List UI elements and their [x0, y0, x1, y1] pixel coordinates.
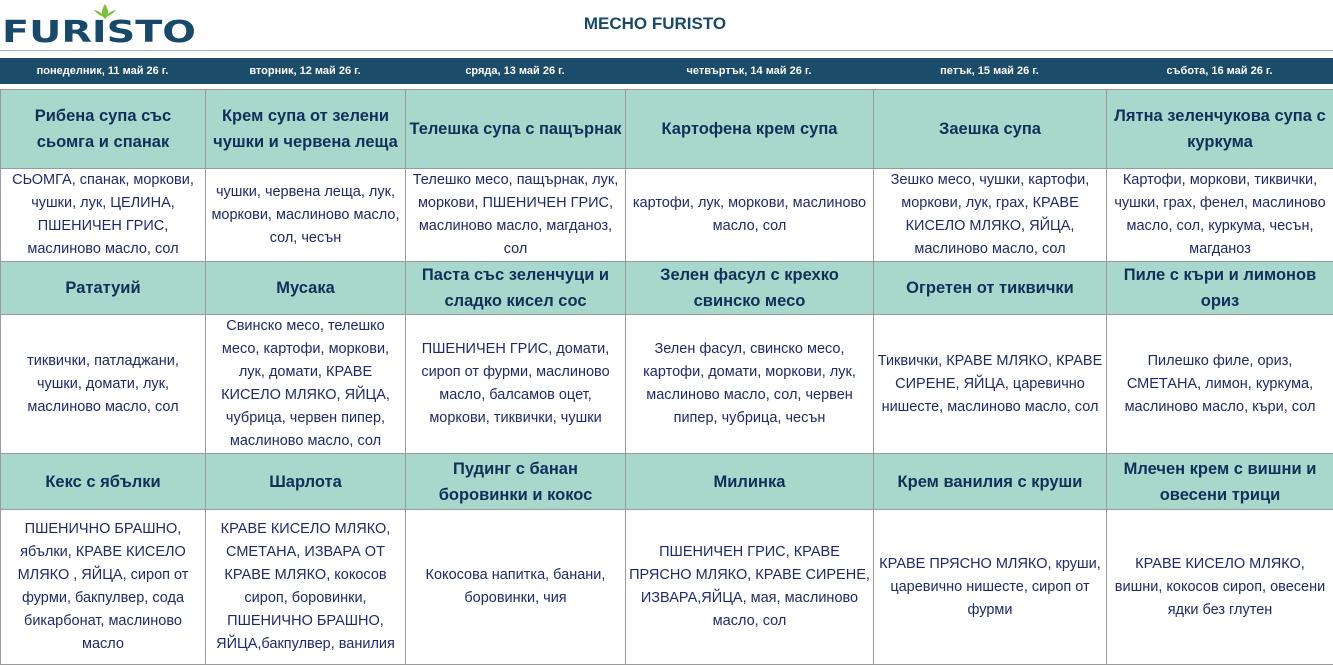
dessert-row — [1, 454, 1333, 510]
main-course-row — [1, 262, 1333, 315]
ingredients-cell: Кокосова напитка, банани, боровинки, чия — [406, 510, 626, 665]
dish-name: Крем супа от зелени чушки и червена леща — [206, 90, 406, 169]
dish-name: Паста със зеленчуци и сладко кисел сос — [406, 262, 626, 315]
dish-name: Лятна зеленчукова супа с куркума — [1107, 90, 1333, 169]
dish-name: Кекс с ябълки — [1, 454, 206, 510]
day-friday: петък, 15 май 26 г. — [873, 58, 1106, 84]
dish-name: Шарлота — [206, 454, 406, 510]
dish-name: Мусака — [206, 262, 406, 315]
days-header — [0, 58, 1333, 84]
ingredients-cell: Зелен фасул, свинско месо, картофи, домати, моркови, лук, маслиново масло, сол, червен пипер, чубрица, чесън — [626, 315, 874, 454]
ingredients-cell: тиквички, патладжани, чушки, домати, лук, маслиново масло, сол — [1, 315, 206, 454]
dish-name: Зелен фасул с крехко свинско месо — [626, 262, 874, 315]
ingredients-cell: СЬОМГА, спанак, моркови, чушки, лук, ЦЕЛИНА, ПШЕНИЧЕН ГРИС, маслиново масло, сол — [1, 169, 206, 262]
header-divider — [0, 50, 1333, 51]
dish-name: Милинка — [626, 454, 874, 510]
ingredients-cell: КРАВЕ ПРЯСНО МЛЯКО, круши, царевично нишесте, сироп от фурми — [874, 510, 1107, 665]
day-wednesday: сряда, 13 май 26 г. — [405, 58, 625, 84]
menu-grid — [0, 89, 1333, 665]
dessert-ingredients-row — [1, 510, 1333, 665]
main-course-ingredients-row — [1, 315, 1333, 454]
ingredients-cell: ПШЕНИЧЕН ГРИС, домати, сироп от фурми, маслиново масло, балсамов оцет, моркови, тиквички, чушки — [406, 315, 626, 454]
day-tuesday: вторник, 12 май 26 г. — [205, 58, 405, 84]
day-thursday: четвъртък, 14 май 26 г. — [625, 58, 873, 84]
dish-name: Картофена крем супа — [626, 90, 874, 169]
dish-name: Рататуий — [1, 262, 206, 315]
dish-name: Крем ванилия с круши — [874, 454, 1107, 510]
furisto-logo — [2, 2, 198, 46]
dish-name: Огретен от тиквички — [874, 262, 1107, 315]
ingredients-cell: Картофи, моркови, тиквички, чушки, грах, фенел, маслиново масло, сол, куркума, чесън, магданоз — [1107, 169, 1333, 262]
day-saturday: събота, 16 май 26 г. — [1106, 58, 1333, 84]
ingredients-cell: ПШЕНИЧЕН ГРИС, КРАВЕ ПРЯСНО МЛЯКО, КРАВЕ СИРЕНЕ, ИЗВАРА,ЯЙЦА, мая, маслиново масло, сол — [626, 510, 874, 665]
dish-name: Пиле с къри и лимонов ориз — [1107, 262, 1333, 315]
dish-name: Телешка супа с пащърнак — [406, 90, 626, 169]
ingredients-cell: ПШЕНИЧНО БРАШНО, ябълки, КРАВЕ КИСЕЛО МЛЯКО , ЯЙЦА, сироп от фурми, бакпулвер, сода бикарбонат, маслиново масло — [1, 510, 206, 665]
dish-name: Заешка супа — [874, 90, 1107, 169]
ingredients-cell: Пилешко филе, ориз, СМЕТАНА, лимон, куркума, маслиново масло, къри, сол — [1107, 315, 1333, 454]
ingredients-cell: КРАВЕ КИСЕЛО МЛЯКО, вишни, кокосов сироп, овесени ядки без глутен — [1107, 510, 1333, 665]
ingredients-cell: Свинско месо, телешко месо, картофи, моркови, лук, домати, КРАВЕ КИСЕЛО МЛЯКО, ЯЙЦА, чубрица, червен пипер, маслиново масло, сол — [206, 315, 406, 454]
logo-text: FURISTO — [2, 15, 196, 46]
ingredients-cell: Телешко месо, пащърнак, лук, моркови, ПШЕНИЧЕН ГРИС, маслиново масло, магданоз, сол — [406, 169, 626, 262]
soup-ingredients-row — [1, 169, 1333, 262]
ingredients-cell: Зешко месо, чушки, картофи, моркови, лук, грах, КРАВЕ КИСЕЛО МЛЯКО, ЯЙЦА, маслиново масло, сол — [874, 169, 1107, 262]
page-title: МЕСНО FURISTO — [505, 14, 805, 34]
ingredients-cell: Тиквички, КРАВЕ МЛЯКО, КРАВЕ СИРЕНЕ, ЯЙЦА, царевично нишесте, маслиново масло, сол — [874, 315, 1107, 454]
day-monday: понеделник, 11 май 26 г. — [0, 58, 205, 84]
dish-name: Млечен крем с вишни и овесени трици — [1107, 454, 1333, 510]
ingredients-cell: картофи, лук, моркови, маслиново масло, сол — [626, 169, 874, 262]
dish-name: Пудинг с банан боровинки и кокос — [406, 454, 626, 510]
ingredients-cell: КРАВЕ КИСЕЛО МЛЯКО, СМЕТАНА, ИЗВАРА ОТ КРАВЕ МЛЯКО, кокосов сироп, боровинки, ПШЕНИЧНО БРАШНО, ЯЙЦА,бакпулвер, ванилия — [206, 510, 406, 665]
dish-name: Рибена супа със сьомга и спанак — [1, 90, 206, 169]
ingredients-cell: чушки, червена леща, лук, моркови, маслиново масло, сол, чесън — [206, 169, 406, 262]
soup-row — [1, 90, 1333, 169]
